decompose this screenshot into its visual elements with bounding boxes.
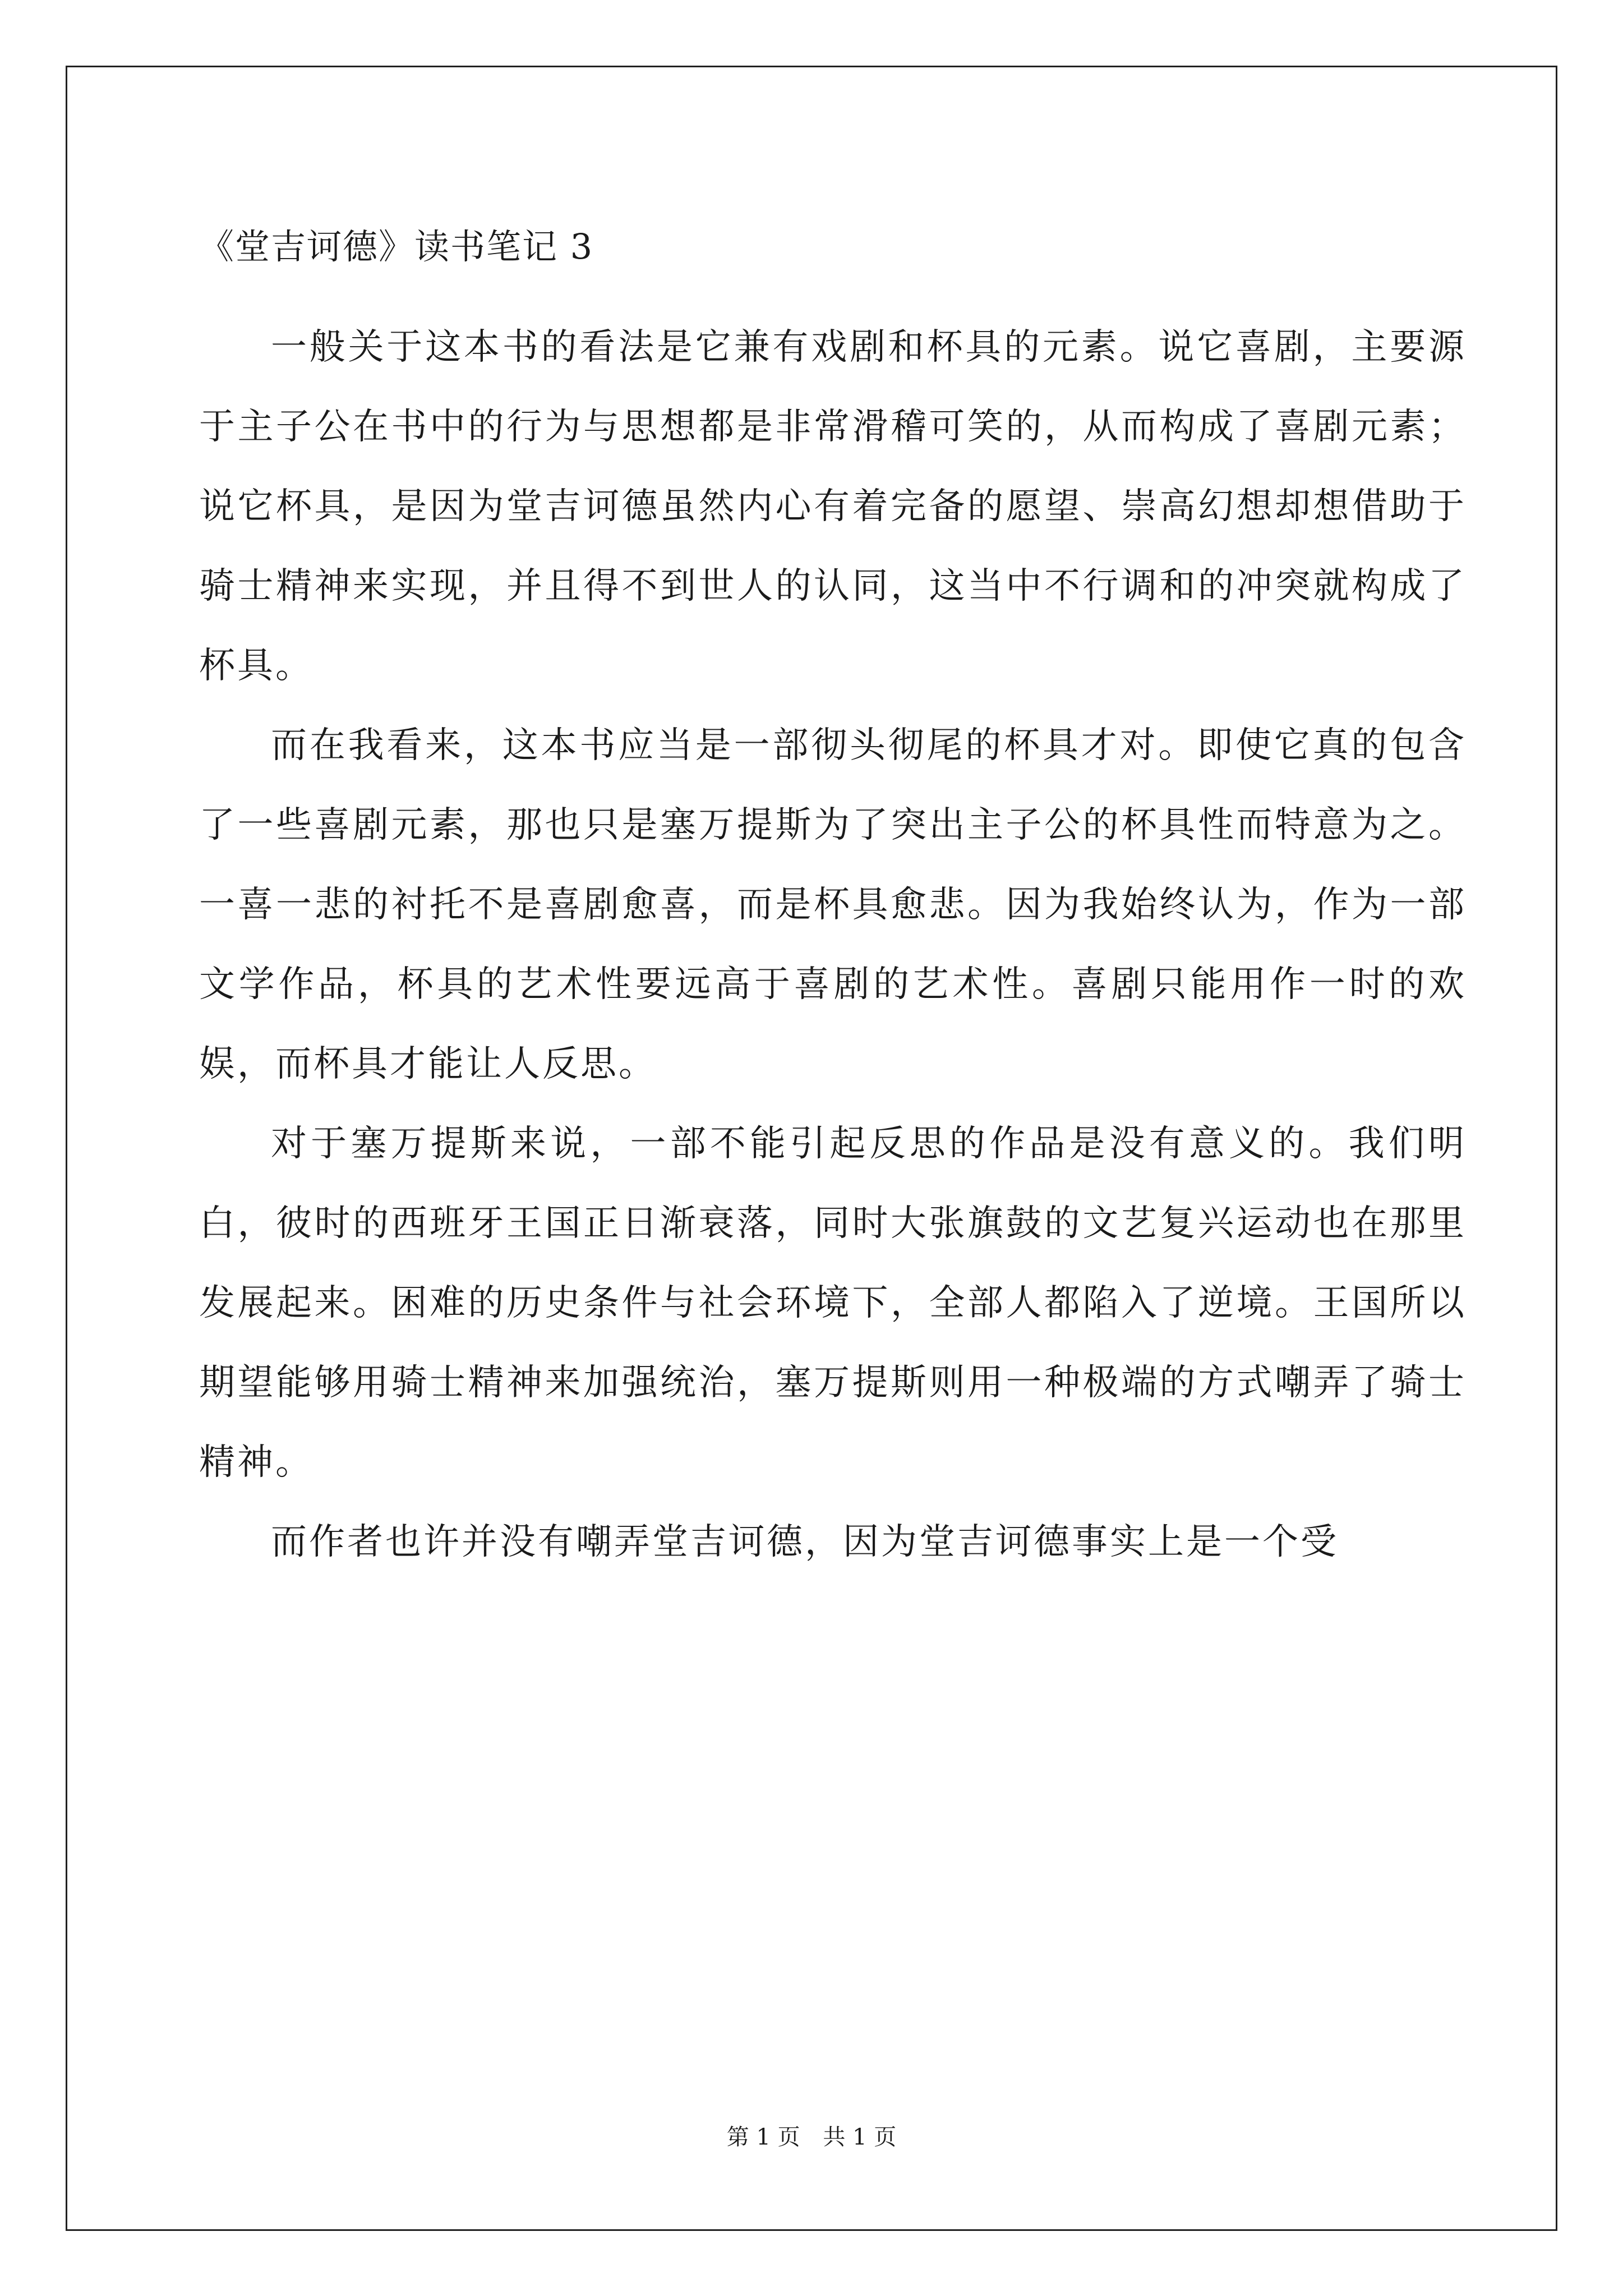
- paragraph-1: 一般关于这本书的看法是它兼有戏剧和杯具的元素。说它喜剧，主要源于主子公在书中的行为与思想都是非常滑稽可笑的，从而构成了喜剧元素；说它杯具，是因为堂吉诃德虽然内心有着完备的愿望、崇高幻想却想借助于骑士精神来实现，并且得不到世人的认同，这当中不行调和的冲突就构成了杯具。: [199, 326, 1467, 687]
- paragraph-3: 对于塞万提斯来说，一部不能引起反思的作品是没有意义的。我们明白，彼时的西班牙王国正日渐衰落，同时大张旗鼓的文艺复兴运动也在那里发展起来。困难的历史条件与社会环境下，全部人都陷入了逆境。王国所以期望能够用骑士精神来加强统治，塞万提斯则用一种极端的方式嘲弄了骑士精神。: [199, 1123, 1467, 1483]
- page-number-total: 共 1 页: [823, 2124, 897, 2150]
- page-number-current: 第 1 页: [726, 2124, 800, 2150]
- document-body: [199, 213, 1467, 1582]
- page-footer: [0, 2120, 1623, 2154]
- paragraph-2: 而在我看来，这本书应当是一部彻头彻尾的杯具才对。即使它真的包含了一些喜剧元素，那也只是塞万提斯为了突出主子公的杯具性而特意为之。一喜一悲的衬托不是喜剧愈喜，而是杯具愈悲。因为我始终认为，作为一部文学作品，杯具的艺术性要远高于喜剧的艺术性。喜剧只能用作一时的欢娱，而杯具才能让人反思。: [199, 725, 1467, 1085]
- paragraph-4: 而作者也许并没有嘲弄堂吉诃德，因为堂吉诃德事实上是一个受: [271, 1521, 1339, 1563]
- document-title: 《堂吉诃德》读书笔记 3: [199, 226, 594, 267]
